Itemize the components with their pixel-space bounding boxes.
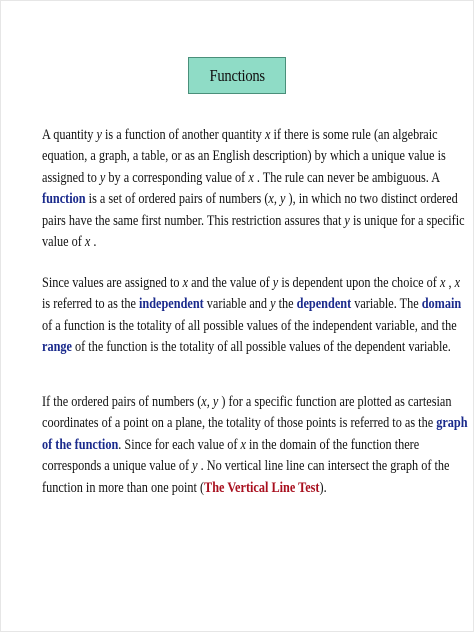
text-line — [42, 211, 465, 232]
text-line — [42, 294, 462, 315]
text-line — [42, 413, 468, 434]
page-title: Functions — [209, 65, 265, 85]
text-run: If the ordered pairs of numbers ( — [42, 394, 202, 410]
text-run: . No vertical line line can intersect the graph of the — [197, 458, 450, 475]
variable: x — [182, 275, 189, 291]
keyword-function: function — [42, 191, 86, 208]
text-run: and the value of — [188, 275, 273, 291]
text-line — [42, 168, 441, 189]
text-run: is dependent upon the choice of — [278, 275, 440, 291]
text-run: if there is some rule (an algebraic — [270, 127, 438, 143]
keyword-graph: graph — [436, 415, 468, 432]
text-run: value of — [42, 234, 85, 251]
text-line — [42, 337, 451, 358]
text-run: . Since for each value of — [118, 436, 241, 453]
variable: x — [240, 436, 246, 453]
text-line — [42, 435, 437, 456]
text-run: function in more than one point ( — [42, 479, 205, 496]
variable: y — [99, 169, 106, 186]
text-line — [42, 273, 461, 294]
variable: y — [96, 127, 102, 143]
variable: x — [454, 275, 461, 291]
text-line — [42, 125, 437, 146]
text-run: is referred to as the — [42, 296, 140, 313]
text-run: in the domain of the function there — [245, 436, 420, 453]
keyword-of-the-function: of the function — [42, 436, 119, 453]
text-line: equation, a graph, a table, or as an English description) by which a unique value is — [42, 148, 446, 165]
text-run: variable and — [203, 296, 271, 313]
text-run: by a corresponding value of — [105, 169, 249, 186]
variable: x — [248, 169, 254, 186]
paragraph-domain-range — [42, 273, 462, 359]
text-line — [42, 478, 437, 499]
text-line — [42, 189, 458, 210]
text-run: variable. The — [351, 296, 422, 313]
variable: x — [84, 234, 91, 251]
text-run: is a set of ordered pairs of numbers ( — [85, 191, 269, 208]
text-run: . The rule can never be ambiguous. A — [253, 169, 441, 186]
text-line: of a function is the totality of all possible values of the independent variable, and the — [42, 317, 457, 334]
variable: y — [272, 275, 279, 291]
text-run: ), in which no two distinct ordered — [285, 191, 458, 208]
text-run: assigned to — [42, 169, 100, 186]
variable: y — [192, 458, 198, 475]
text-line — [42, 232, 437, 253]
variable: x — [265, 127, 271, 143]
keyword-range: range — [42, 339, 72, 356]
paragraph-definition — [42, 125, 465, 253]
text-run: of the function is the totality of all possible values of the dependent variable. — [71, 339, 451, 356]
variable: y — [270, 296, 276, 313]
keyword-dependent: dependent — [296, 296, 352, 313]
text-run: the — [275, 296, 297, 313]
text-run: Since values are assigned to — [42, 275, 183, 291]
keyword-domain: domain — [421, 296, 462, 313]
variable: x, y — [268, 191, 286, 208]
keyword-vertical-line-test: The Vertical Line Test — [204, 479, 320, 496]
text-run: is unique for a specific — [349, 212, 465, 229]
text-run: pairs have the same first number. This restriction assures that — [42, 212, 345, 229]
text-run: corresponds a unique value of — [42, 458, 193, 475]
variable: y — [344, 212, 350, 229]
variable: x, y — [201, 394, 219, 410]
text-run: is a function of another quantity — [101, 127, 266, 143]
paragraph-graph — [42, 392, 468, 499]
keyword-independent: independent — [139, 296, 204, 313]
text-run: ) for a specific function are plotted as cartesian — [218, 394, 452, 410]
text-run: . — [90, 234, 97, 251]
title-box — [188, 57, 286, 94]
text-line — [42, 392, 452, 413]
variable: x — [439, 275, 446, 291]
text-line — [42, 456, 450, 477]
text-run: ). — [319, 479, 327, 496]
text-run: coordinates of a point on a plane, the totality of those points is referred to as the — [42, 415, 437, 432]
text-run: , — [445, 275, 455, 291]
text-run: A quantity — [42, 127, 97, 143]
